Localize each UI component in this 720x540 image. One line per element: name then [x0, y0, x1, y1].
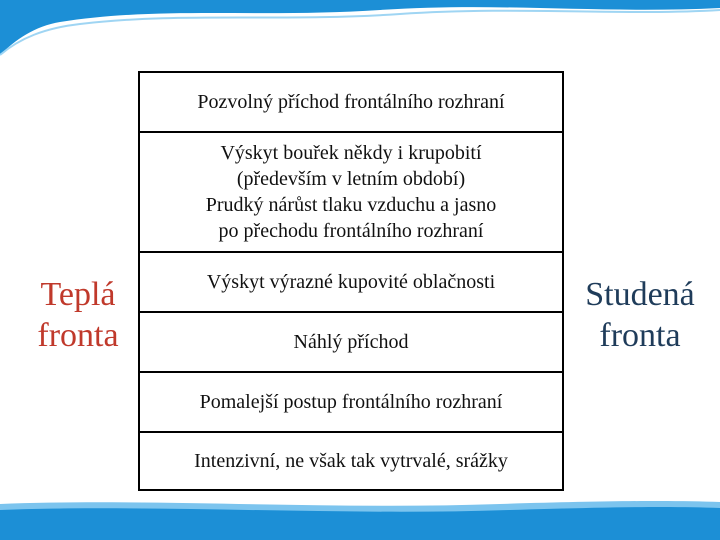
table-row-5 [140, 371, 562, 431]
top-wave-highlight [0, 10, 720, 55]
row-2-line-2: (především v letním období) [236, 168, 466, 190]
row-4-text [294, 329, 409, 355]
top-decorative-wave [0, 0, 720, 60]
row-2-line-1: Výskyt bouřek někdy i krupobití [220, 142, 482, 164]
row-5-line-1: Pomalejší postup frontálního rozhraní [199, 391, 503, 413]
comparison-table [138, 71, 564, 491]
row-2-line-3: Prudký nárůst tlaku vzduchu a jasno [205, 194, 497, 216]
row-2-line-4: po přechodu frontálního rozhraní [218, 220, 484, 242]
row-2-text [206, 140, 497, 244]
table-row-4 [140, 311, 562, 371]
bottom-decorative-wave [0, 498, 720, 540]
table-row-3 [140, 251, 562, 311]
row-1-text [197, 89, 504, 115]
row-5-text [200, 389, 503, 415]
bottom-wave-fill [0, 507, 720, 540]
row-3-text [207, 269, 495, 295]
cold-front-label: Studená fronta [585, 276, 695, 354]
row-6-line-1: Intenzivní, ne však tak vytrvalé, srážky [194, 450, 508, 472]
table-row-6 [140, 431, 562, 489]
warm-front-label: Teplá fronta [37, 276, 119, 354]
table-row-2 [140, 131, 562, 251]
table-row-1 [140, 73, 562, 131]
row-6-text [194, 448, 508, 474]
row-3-line-1: Výskyt výrazné kupovité oblačnosti [206, 271, 496, 293]
row-1-line-1: Pozvolný příchod frontálního rozhraní [197, 91, 505, 113]
top-wave-fill [0, 0, 720, 55]
row-4-line-1: Náhlý příchod [293, 331, 409, 353]
